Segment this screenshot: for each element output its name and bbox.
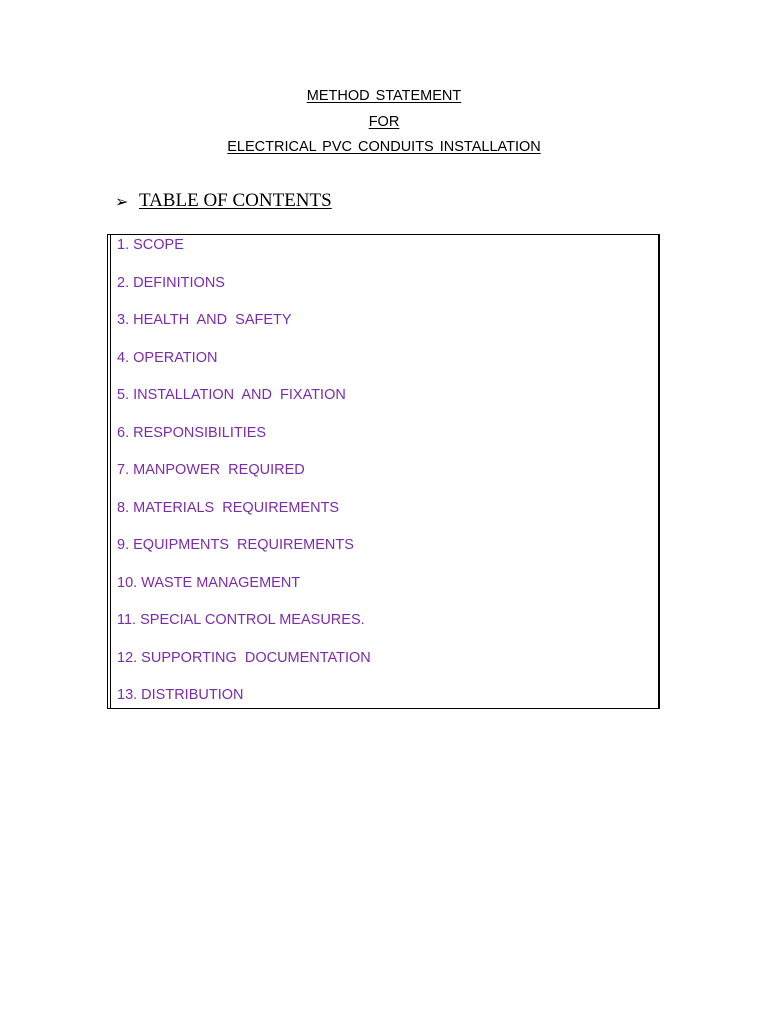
toc-item-scope: 1. SCOPE (117, 237, 184, 253)
toc-heading (115, 189, 332, 213)
toc-item-manpower: 7. MANPOWER REQUIRED (117, 462, 305, 478)
toc-item-equipments: 9. EQUIPMENTS REQUIREMENTS (117, 537, 354, 553)
arrowhead-bullet-icon: ➢ (115, 191, 129, 211)
toc-item-health-safety: 3. HEALTH AND SAFETY (117, 312, 292, 328)
title-line-2: FOR (368, 114, 400, 130)
toc-item-distribution: 13. DISTRIBUTION (117, 687, 244, 703)
title-for (0, 113, 768, 131)
toc-item-responsibilities: 6. RESPONSIBILITIES (117, 425, 267, 441)
title-subject (0, 138, 768, 156)
title-line-3: ELECTRICAL PVC CONDUITS INSTALLATION (227, 139, 541, 155)
toc-heading-text: TABLE OF CONTENTS (139, 190, 332, 211)
toc-item-materials: 8. MATERIALS REQUIREMENTS (117, 500, 340, 516)
toc-item-installation-fixation: 5. INSTALLATION AND FIXATION (117, 387, 346, 403)
toc-item-special-control: 11. SPECIAL CONTROL MEASURES. (117, 612, 365, 628)
toc-box (107, 234, 660, 709)
toc-item-waste-management: 10. WASTE MANAGEMENT (117, 575, 301, 591)
toc-item-definitions: 2. DEFINITIONS (117, 275, 225, 291)
title-line-1: METHOD STATEMENT (306, 88, 462, 104)
toc-item-operation: 4. OPERATION (117, 350, 218, 366)
toc-item-supporting-docs: 12. SUPPORTING DOCUMENTATION (117, 650, 371, 666)
title-method-statement (0, 87, 768, 105)
